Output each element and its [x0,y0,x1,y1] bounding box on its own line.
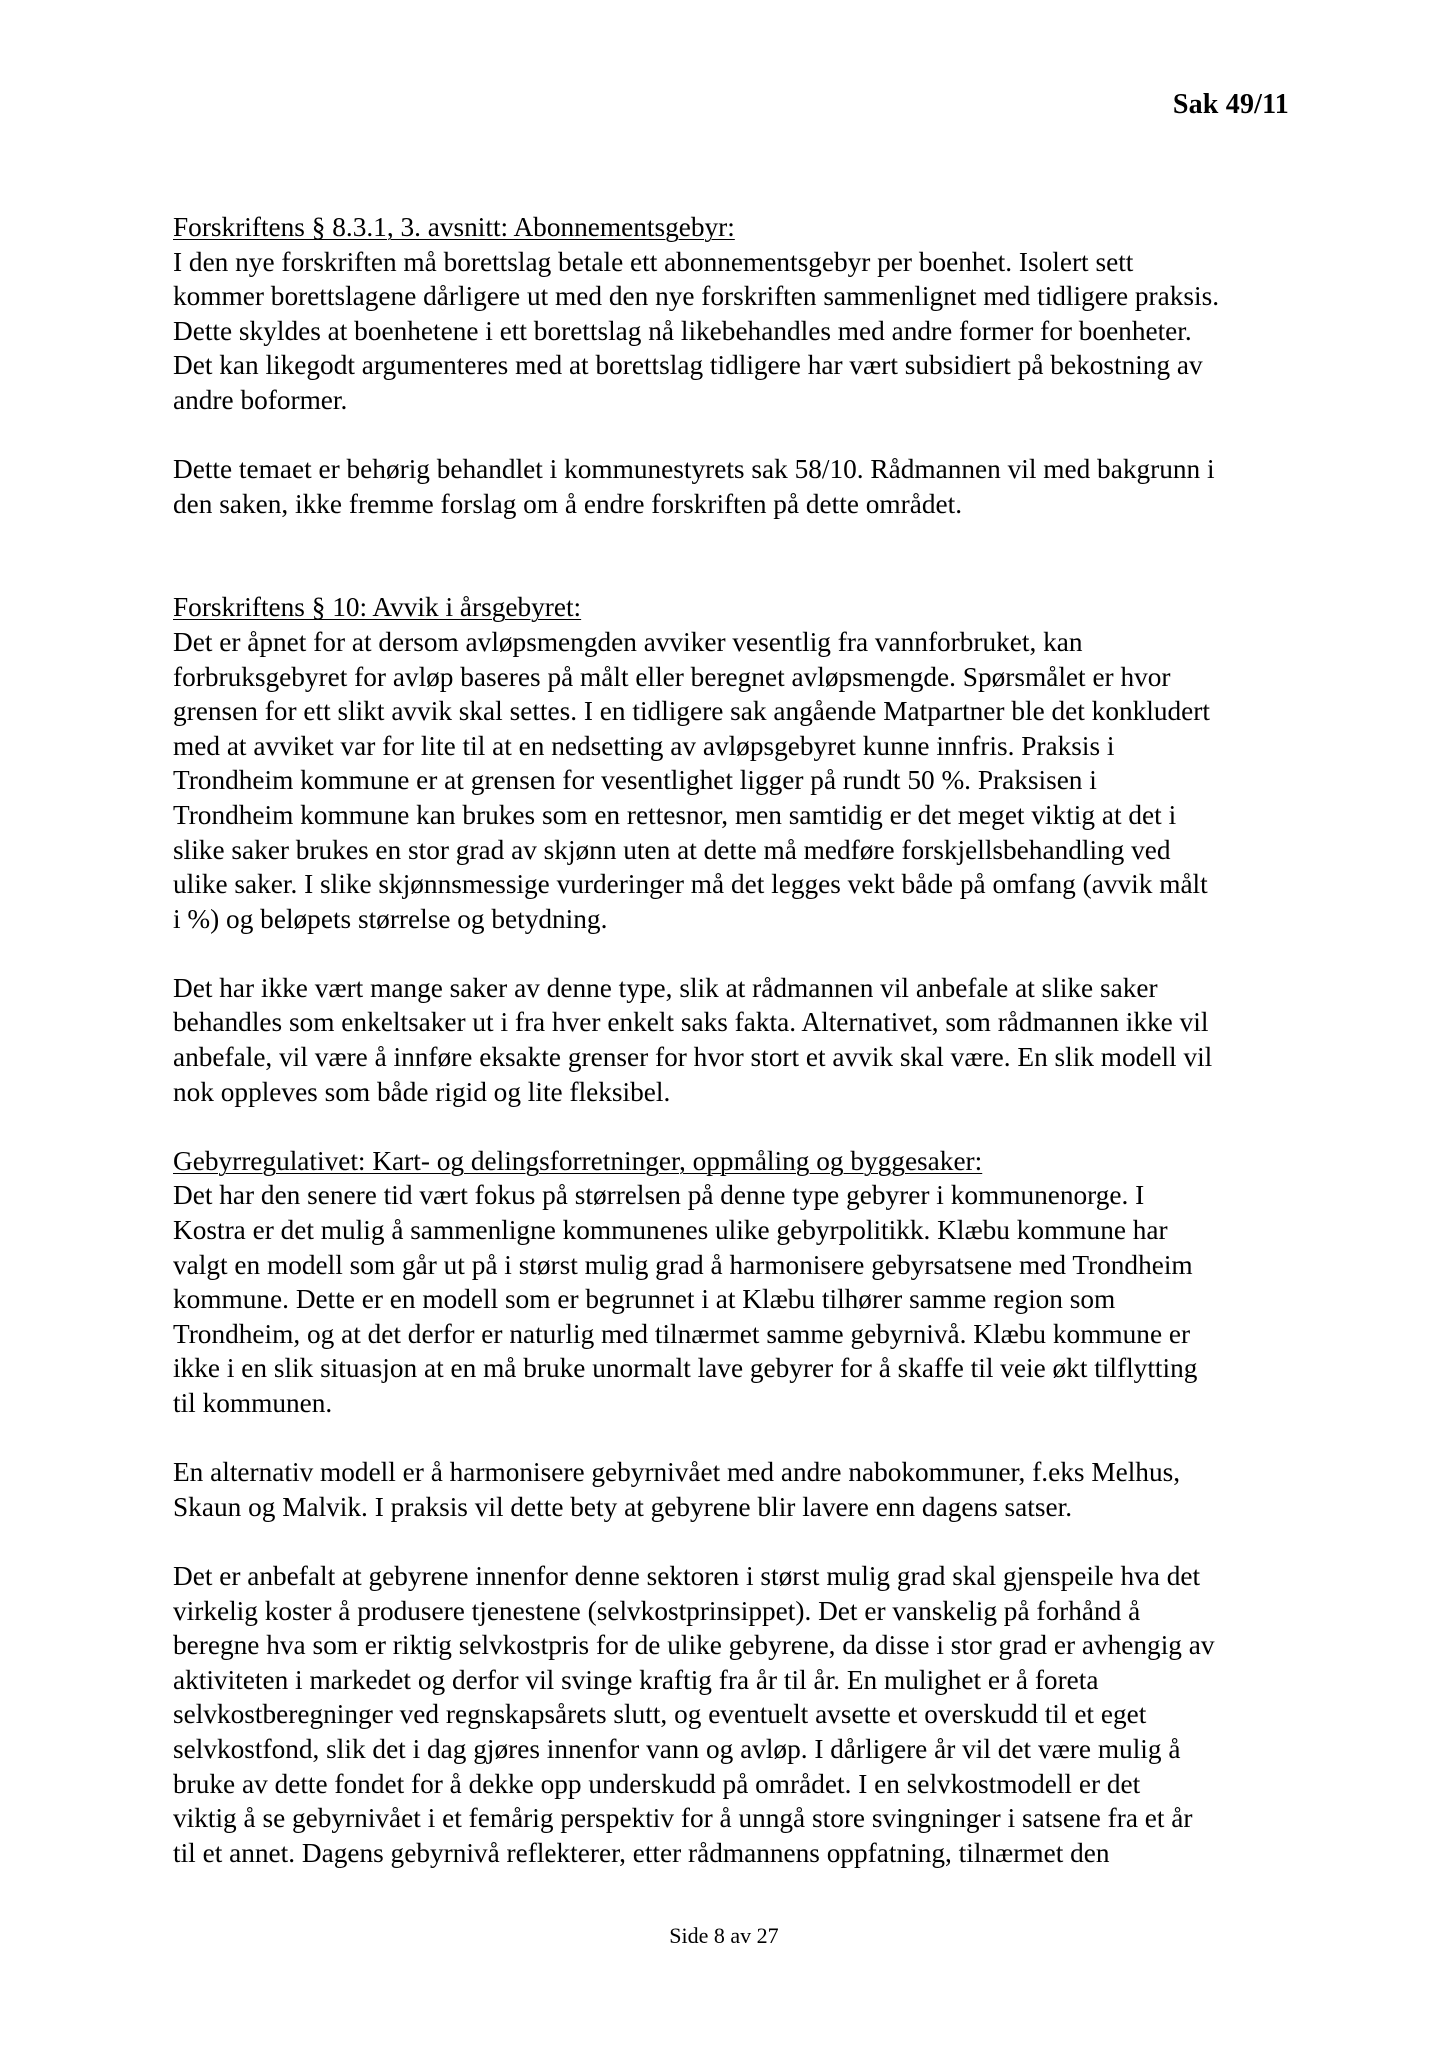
text-line: andre boformer. [173,384,348,415]
text-line: med at avviket var for lite til at en nedsetting av avløpsgebyret kunne innfris. Praksis i [173,730,1115,761]
page-number: Side 8 av 27 [669,1923,779,1948]
paragraph [173,1178,1303,1420]
text-line: anbefale, vil være å innføre eksakte grenser for hvor stort et avvik skal være. En slik modell vil [173,1042,1213,1073]
paragraph [173,452,1303,521]
text-line: kommune. Dette er en modell som er begrunnet i at Klæbu tilhører samme region som [173,1284,1116,1315]
text-line: virkelig koster å produsere tjenestene (selvkostprinsippet). Det er vanskelig på forhånd å [173,1595,1141,1626]
text-line: viktig å se gebyrnivået i et femårig perspektiv for å unngå store svingninger i satsene fra et år [173,1803,1193,1834]
section-heading: Forskriftens § 10: Avvik i årsgebyret: [173,592,582,623]
section-heading: Gebyrregulativet: Kart- og delingsforretninger, oppmåling og byggesaker: [173,1145,983,1176]
text-line: selvkostberegninger ved regnskapsårets slutt, og eventuelt avsette et overskudd til et eget [173,1699,1147,1730]
section-avvik-arsgebyr [173,590,1303,1109]
paragraph [173,245,1303,418]
text-line: I den nye forskriften må borettslag betale ett abonnementsgebyr per boenhet. Isolert sett [173,246,1134,277]
paragraph [173,1455,1303,1524]
text-line: Det har ikke vært mange saker av denne type, slik at rådmannen vil anbefale at slike saker [173,972,1158,1003]
text-line: Skaun og Malvik. I praksis vil dette bety at gebyrene blir lavere enn dagens satser. [173,1491,1073,1522]
text-line: behandles som enkeltsaker ut i fra hver enkelt saks fakta. Alternativet, som rådmannen ikke vil [173,1007,1209,1038]
text-line: Trondheim kommune er at grensen for vesentlighet ligger på rundt 50 %. Praksisen i [173,765,1097,796]
text-line: selvkostfond, slik det i dag gjøres innenfor vann og avløp. I dårligere år vil det være mulig å [173,1733,1181,1764]
text-line: Kostra er det mulig å sammenligne kommunenes ulike gebyrpolitikk. Klæbu kommune har [173,1215,1168,1246]
paragraph [173,1559,1303,1870]
text-line: ulike saker. I slike skjønnsmessige vurderinger må det legges vekt både på omfang (avvik målt [173,869,1208,900]
text-line: Trondheim kommune kan brukes som en rettesnor, men samtidig er det meget viktig at det i [173,799,1177,830]
text-line: slike saker brukes en stor grad av skjønn uten at dette må medføre forskjellsbehandling ved [173,834,1171,865]
text-line: nok oppleves som både rigid og lite fleksibel. [173,1076,671,1107]
text-line: En alternativ modell er å harmonisere gebyrnivået med andre nabokommuner, f.eks Melhus, [173,1457,1181,1488]
text-line: aktiviteten i markedet og derfor vil svinge kraftig fra år til år. En mulighet er å foreta [173,1664,1099,1695]
section-heading: Forskriftens § 8.3.1, 3. avsnitt: Abonnementsgebyr: [173,212,735,242]
text-line: til et annet. Dagens gebyrnivå reflekterer, etter rådmannens oppfatning, tilnærmet den [173,1837,1110,1868]
text-line: den saken, ikke fremme forslag om å endre forskriften på dette området. [173,488,963,519]
text-line: forbruksgebyret for avløp baseres på målt eller beregnet avløpsmengde. Spørsmålet er hvor [173,661,1171,692]
text-line: bruke av dette fondet for å dekke opp underskudd på området. I en selvkostmodell er det [173,1768,1141,1799]
text-line: beregne hva som er riktig selvkostpris for de ulike gebyrene, da disse i stor grad er avhengig av [173,1630,1215,1661]
section-gebyrregulativet [173,1144,1303,1870]
text-line: Det er anbefalt at gebyrene innenfor denne sektoren i størst mulig grad skal gjenspeile hva det [173,1560,1201,1591]
text-line: valgt en modell som går ut på i størst mulig grad å harmonisere gebyrsatsene med Trondheim [173,1249,1193,1280]
text-line: grensen for ett slikt avvik skal settes. I en tidligere sak angående Matpartner ble det konkludert [173,696,1210,727]
text-line: Det kan likegodt argumenteres med at borettslag tidligere har vært subsidiert på bekostning av [173,350,1203,381]
text-line: til kommunen. [173,1388,333,1418]
text-line: Trondheim, og at det derfor er naturlig med tilnærmet samme gebyrnivå. Klæbu kommune er [173,1318,1191,1349]
case-number: Sak 49/11 [1172,89,1289,120]
text-line: Det har den senere tid vært fokus på størrelsen på denne type gebyrer i kommunenorge. I [173,1180,1145,1211]
section-abonnementsgebyr [173,210,1303,521]
text-line: i %) og beløpets størrelse og betydning. [173,903,608,934]
text-line: Dette temaet er behørig behandlet i kommunestyrets sak 58/10. Rådmannen vil med bakgrunn i [173,454,1215,485]
text-line: ikke i en slik situasjon at en må bruke unormalt lave gebyrer for å skaffe til veie økt tilflytting [173,1353,1198,1384]
text-line: kommer borettslagene dårligere ut med den nye forskriften sammenlignet med tidligere praksis. [173,281,1220,312]
paragraph [173,625,1303,936]
text-line: Dette skyldes at boenhetene i ett borettslag nå likebehandles med andre former for boenheter. [173,315,1192,346]
text-line: Det er åpnet for at dersom avløpsmengden avviker vesentlig fra vannforbruket, kan [173,626,1083,657]
paragraph [173,971,1303,1109]
document-body [173,210,1303,1870]
